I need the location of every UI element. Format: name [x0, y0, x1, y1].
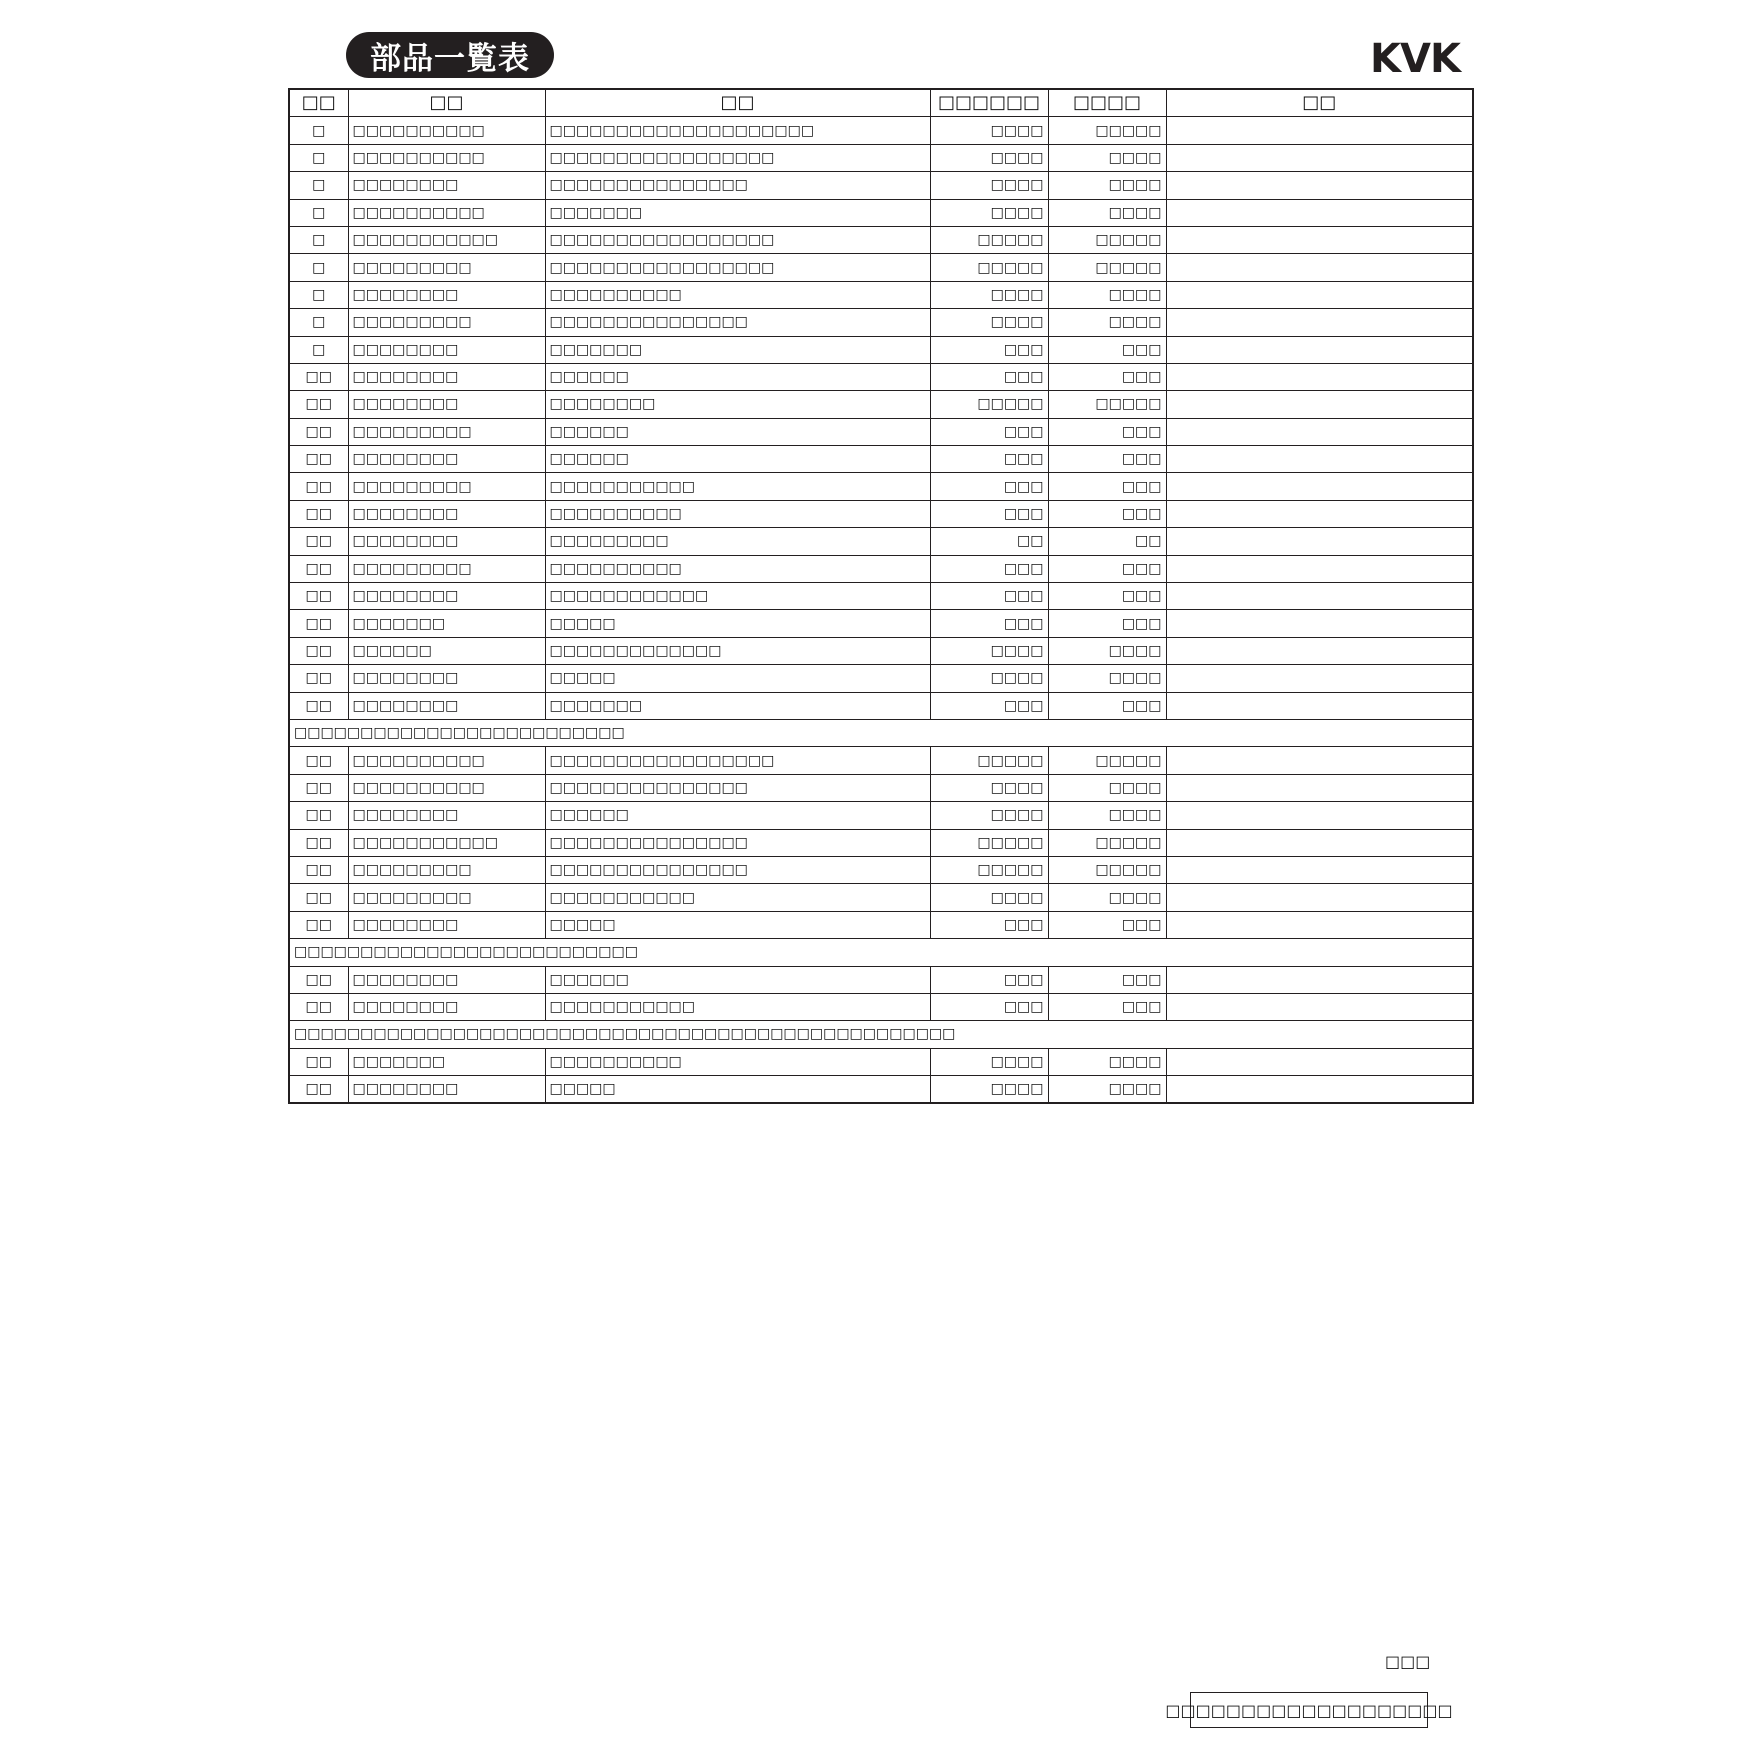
list-price-cell: □□□ — [1048, 555, 1166, 582]
list-price-cell: □□ — [1048, 528, 1166, 555]
table-row — [289, 829, 1473, 856]
list-price-cell: □□□□ — [1048, 884, 1166, 911]
unit-price-cell: □□□□ — [930, 1048, 1048, 1075]
part-code-cell: □□□□□□□□ — [348, 446, 545, 473]
item-number-cell: □□ — [289, 637, 348, 664]
item-number-cell: □□ — [289, 966, 348, 993]
list-price-cell: □□□ — [1048, 473, 1166, 500]
table-row — [289, 528, 1473, 555]
table-row — [289, 747, 1473, 774]
table-row — [289, 172, 1473, 199]
unit-price-cell: □□□□□ — [930, 391, 1048, 418]
table-body — [289, 117, 1473, 1104]
unit-price-cell: □□□ — [930, 911, 1048, 938]
part-code-cell: □□□□□□□ — [348, 610, 545, 637]
list-price-cell: □□□ — [1048, 966, 1166, 993]
brand-logo: KVK — [1370, 36, 1460, 82]
item-number-cell: □□ — [289, 363, 348, 390]
part-code-cell: □□□□□□□□□ — [348, 884, 545, 911]
part-code-cell: □□□□□□□□ — [348, 363, 545, 390]
item-number-cell: □□ — [289, 391, 348, 418]
part-name-cell: □□□□□□□□□□□□□□□ — [545, 172, 930, 199]
list-price-cell: □□□□□ — [1048, 226, 1166, 253]
list-price-cell: □□□ — [1048, 363, 1166, 390]
item-number-cell: □□ — [289, 665, 348, 692]
part-code-cell: □□□□□□□□ — [348, 966, 545, 993]
table-row — [289, 774, 1473, 801]
item-number-cell: □□ — [289, 473, 348, 500]
part-name-cell: □□□□□□□□□□□□□ — [545, 637, 930, 664]
list-price-cell: □□□□□ — [1048, 747, 1166, 774]
table-row — [289, 473, 1473, 500]
table-row — [289, 144, 1473, 171]
list-price-cell: □□□ — [1048, 446, 1166, 473]
part-name-cell: □□□□□□□□□ — [545, 528, 930, 555]
list-price-cell: □□□□ — [1048, 309, 1166, 336]
part-code-cell: □□□□□□□□ — [348, 993, 545, 1020]
table-row — [289, 226, 1473, 253]
group-label: □□□□□□□□□□□□□□□□□□□□□□□□□ — [289, 719, 1473, 746]
unit-price-cell: □□□□□ — [930, 254, 1048, 281]
unit-price-cell: □□□□ — [930, 884, 1048, 911]
table-row — [289, 583, 1473, 610]
remarks-cell — [1166, 336, 1473, 363]
list-price-cell: □□□ — [1048, 583, 1166, 610]
part-name-cell: □□□□□ — [545, 1076, 930, 1104]
column-header: □□ — [289, 89, 348, 117]
part-code-cell: □□□□□□□□□ — [348, 254, 545, 281]
part-name-cell: □□□□□□ — [545, 966, 930, 993]
remarks-cell — [1166, 226, 1473, 253]
table-row — [289, 555, 1473, 582]
part-code-cell: □□□□□□□□ — [348, 172, 545, 199]
table-header-row — [289, 89, 1473, 117]
part-code-cell: □□□□□□□□ — [348, 391, 545, 418]
item-number-cell: □□ — [289, 446, 348, 473]
part-code-cell: □□□□□□□□□□ — [348, 144, 545, 171]
item-number-cell: □□ — [289, 911, 348, 938]
part-name-cell: □□□□□□□□□□□□□□□□□□□□ — [545, 117, 930, 144]
remarks-cell — [1166, 391, 1473, 418]
table-row — [289, 692, 1473, 719]
unit-price-cell: □□□□□ — [930, 747, 1048, 774]
part-name-cell: □□□□□□□□□□□ — [545, 993, 930, 1020]
item-number-cell: □ — [289, 199, 348, 226]
remarks-cell — [1166, 966, 1473, 993]
remarks-cell — [1166, 884, 1473, 911]
part-name-cell: □□□□□□□□□□□□□□□□□ — [545, 254, 930, 281]
part-code-cell: □□□□□□□□ — [348, 528, 545, 555]
unit-price-cell: □□□ — [930, 336, 1048, 363]
unit-price-cell: □□□□ — [930, 199, 1048, 226]
list-price-cell: □□□□ — [1048, 172, 1166, 199]
item-number-cell: □□ — [289, 555, 348, 582]
part-name-cell: □□□□□□□□□□□□□□□□□ — [545, 226, 930, 253]
column-header: □□ — [545, 89, 930, 117]
part-name-cell: □□□□□□□□□□ — [545, 1048, 930, 1075]
remarks-cell — [1166, 418, 1473, 445]
group-label: □□□□□□□□□□□□□□□□□□□□□□□□□□□□□□□□□□□□□□□□□□□□□□□□□□ — [289, 1021, 1473, 1048]
unit-price-cell: □□□ — [930, 555, 1048, 582]
table-row — [289, 446, 1473, 473]
part-name-cell: □□□□□□□□□□ — [545, 500, 930, 527]
unit-price-cell: □□□ — [930, 418, 1048, 445]
item-number-cell: □ — [289, 281, 348, 308]
document-code: □□□□□□□□□□□□□□□□□□□ — [1190, 1692, 1428, 1728]
unit-price-cell: □□□ — [930, 966, 1048, 993]
table-row — [289, 336, 1473, 363]
page-title: 部品一覧表 — [346, 32, 554, 78]
unit-price-cell: □□□ — [930, 473, 1048, 500]
item-number-cell: □□ — [289, 993, 348, 1020]
remarks-cell — [1166, 692, 1473, 719]
item-number-cell: □ — [289, 254, 348, 281]
unit-price-cell: □□□□□ — [930, 856, 1048, 883]
page-number: □□□ — [1385, 1652, 1431, 1671]
remarks-cell — [1166, 117, 1473, 144]
item-number-cell: □□ — [289, 528, 348, 555]
unit-price-cell: □□□□ — [930, 774, 1048, 801]
part-name-cell: □□□□□□□□□□□ — [545, 884, 930, 911]
unit-price-cell: □□□□ — [930, 281, 1048, 308]
part-code-cell: □□□□□□ — [348, 637, 545, 664]
part-code-cell: □□□□□□□□□□ — [348, 774, 545, 801]
part-name-cell: □□□□□□□□□□□□□□□ — [545, 774, 930, 801]
item-number-cell: □□ — [289, 774, 348, 801]
item-number-cell: □□ — [289, 856, 348, 883]
part-code-cell: □□□□□□□□ — [348, 802, 545, 829]
list-price-cell: □□□ — [1048, 692, 1166, 719]
part-code-cell: □□□□□□□□ — [348, 911, 545, 938]
part-code-cell: □□□□□□□□ — [348, 583, 545, 610]
remarks-cell — [1166, 829, 1473, 856]
item-number-cell: □ — [289, 226, 348, 253]
parts-table — [288, 88, 1474, 1104]
list-price-cell: □□□ — [1048, 500, 1166, 527]
part-code-cell: □□□□□□□□ — [348, 500, 545, 527]
item-number-cell: □□ — [289, 692, 348, 719]
part-name-cell: □□□□□□ — [545, 802, 930, 829]
list-price-cell: □□□ — [1048, 911, 1166, 938]
part-name-cell: □□□□□□□ — [545, 692, 930, 719]
part-code-cell: □□□□□□□□ — [348, 1076, 545, 1104]
item-number-cell: □□ — [289, 500, 348, 527]
remarks-cell — [1166, 172, 1473, 199]
table-row — [289, 993, 1473, 1020]
list-price-cell: □□□ — [1048, 610, 1166, 637]
part-code-cell: □□□□□□□□□ — [348, 856, 545, 883]
list-price-cell: □□□□ — [1048, 144, 1166, 171]
list-price-cell: □□□□□ — [1048, 829, 1166, 856]
part-code-cell: □□□□□□□□□□ — [348, 199, 545, 226]
unit-price-cell: □□□ — [930, 583, 1048, 610]
list-price-cell: □□□□ — [1048, 1076, 1166, 1104]
list-price-cell: □□□□□ — [1048, 391, 1166, 418]
column-header: □□□□□□ — [930, 89, 1048, 117]
table-row — [289, 884, 1473, 911]
group-label: □□□□□□□□□□□□□□□□□□□□□□□□□□ — [289, 939, 1473, 966]
unit-price-cell: □□□□ — [930, 117, 1048, 144]
item-number-cell: □□ — [289, 583, 348, 610]
list-price-cell: □□□□ — [1048, 199, 1166, 226]
list-price-cell: □□□□ — [1048, 637, 1166, 664]
column-header: □□ — [348, 89, 545, 117]
unit-price-cell: □□□□ — [930, 637, 1048, 664]
table-row — [289, 500, 1473, 527]
part-name-cell: □□□□□□□□□□□□□□□ — [545, 309, 930, 336]
remarks-cell — [1166, 993, 1473, 1020]
part-code-cell: □□□□□□□□□□ — [348, 117, 545, 144]
part-code-cell: □□□□□□□□□ — [348, 555, 545, 582]
part-name-cell: □□□□□□□□□□□□□□□ — [545, 856, 930, 883]
unit-price-cell: □□□□ — [930, 172, 1048, 199]
part-code-cell: □□□□□□□□ — [348, 665, 545, 692]
unit-price-cell: □□□□ — [930, 665, 1048, 692]
part-name-cell: □□□□□ — [545, 665, 930, 692]
remarks-cell — [1166, 254, 1473, 281]
remarks-cell — [1166, 610, 1473, 637]
list-price-cell: □□□□□ — [1048, 856, 1166, 883]
list-price-cell: □□□ — [1048, 336, 1166, 363]
table-row — [289, 254, 1473, 281]
column-header: □□□□ — [1048, 89, 1166, 117]
part-name-cell: □□□□□□□□□□□□ — [545, 583, 930, 610]
remarks-cell — [1166, 665, 1473, 692]
list-price-cell: □□□□ — [1048, 665, 1166, 692]
unit-price-cell: □□□ — [930, 993, 1048, 1020]
part-name-cell: □□□□□□□□ — [545, 391, 930, 418]
remarks-cell — [1166, 446, 1473, 473]
part-name-cell: □□□□□□ — [545, 446, 930, 473]
list-price-cell: □□□□ — [1048, 774, 1166, 801]
unit-price-cell: □□□ — [930, 500, 1048, 527]
remarks-cell — [1166, 144, 1473, 171]
list-price-cell: □□□□□ — [1048, 254, 1166, 281]
remarks-cell — [1166, 637, 1473, 664]
list-price-cell: □□□□ — [1048, 281, 1166, 308]
part-name-cell: □□□□□□□□□□□□□□□ — [545, 829, 930, 856]
list-price-cell: □□□□ — [1048, 1048, 1166, 1075]
column-header: □□ — [1166, 89, 1473, 117]
table-row — [289, 281, 1473, 308]
part-name-cell: □□□□□□□□□□ — [545, 555, 930, 582]
table-row — [289, 363, 1473, 390]
part-code-cell: □□□□□□□□□ — [348, 418, 545, 445]
item-number-cell: □□ — [289, 829, 348, 856]
table-row — [289, 802, 1473, 829]
part-code-cell: □□□□□□□□ — [348, 336, 545, 363]
table-row — [289, 309, 1473, 336]
item-number-cell: □□ — [289, 610, 348, 637]
item-number-cell: □□ — [289, 884, 348, 911]
part-name-cell: □□□□□ — [545, 610, 930, 637]
part-code-cell: □□□□□□□□ — [348, 692, 545, 719]
item-number-cell: □ — [289, 172, 348, 199]
remarks-cell — [1166, 363, 1473, 390]
remarks-cell — [1166, 583, 1473, 610]
remarks-cell — [1166, 199, 1473, 226]
unit-price-cell: □□□ — [930, 692, 1048, 719]
part-code-cell: □□□□□□□□□□□ — [348, 226, 545, 253]
part-name-cell: □□□□□ — [545, 911, 930, 938]
table-row — [289, 199, 1473, 226]
part-code-cell: □□□□□□□□□ — [348, 473, 545, 500]
part-name-cell: □□□□□□□□□□□□□□□□□ — [545, 144, 930, 171]
unit-price-cell: □□□□ — [930, 1076, 1048, 1104]
unit-price-cell: □□□ — [930, 446, 1048, 473]
table-row — [289, 1076, 1473, 1104]
list-price-cell: □□□ — [1048, 418, 1166, 445]
table-row — [289, 391, 1473, 418]
part-code-cell: □□□□□□□□□ — [348, 309, 545, 336]
remarks-cell — [1166, 555, 1473, 582]
remarks-cell — [1166, 802, 1473, 829]
table-row — [289, 637, 1473, 664]
remarks-cell — [1166, 281, 1473, 308]
item-number-cell: □□ — [289, 418, 348, 445]
item-number-cell: □□ — [289, 1048, 348, 1075]
unit-price-cell: □□□□□ — [930, 829, 1048, 856]
part-name-cell: □□□□□□□ — [545, 199, 930, 226]
item-number-cell: □ — [289, 309, 348, 336]
part-name-cell: □□□□□□□□□□□□□□□□□ — [545, 747, 930, 774]
item-number-cell: □ — [289, 336, 348, 363]
part-name-cell: □□□□□□□ — [545, 336, 930, 363]
remarks-cell — [1166, 1076, 1473, 1104]
remarks-cell — [1166, 473, 1473, 500]
part-code-cell: □□□□□□□□□□□ — [348, 829, 545, 856]
item-number-cell: □□ — [289, 1076, 348, 1104]
unit-price-cell: □□□□ — [930, 802, 1048, 829]
unit-price-cell: □□□□□ — [930, 226, 1048, 253]
item-number-cell: □ — [289, 117, 348, 144]
table-row — [289, 1048, 1473, 1075]
table-row — [289, 911, 1473, 938]
item-number-cell: □□ — [289, 747, 348, 774]
group-row — [289, 939, 1473, 966]
table-row — [289, 665, 1473, 692]
part-name-cell: □□□□□□ — [545, 363, 930, 390]
remarks-cell — [1166, 856, 1473, 883]
remarks-cell — [1166, 1048, 1473, 1075]
unit-price-cell: □□ — [930, 528, 1048, 555]
remarks-cell — [1166, 747, 1473, 774]
unit-price-cell: □□□ — [930, 363, 1048, 390]
remarks-cell — [1166, 500, 1473, 527]
group-row — [289, 1021, 1473, 1048]
unit-price-cell: □□□□ — [930, 144, 1048, 171]
unit-price-cell: □□□ — [930, 610, 1048, 637]
list-price-cell: □□□□□ — [1048, 117, 1166, 144]
part-code-cell: □□□□□□□ — [348, 1048, 545, 1075]
group-row — [289, 719, 1473, 746]
table-row — [289, 856, 1473, 883]
remarks-cell — [1166, 774, 1473, 801]
list-price-cell: □□□ — [1048, 993, 1166, 1020]
table-row — [289, 418, 1473, 445]
part-code-cell: □□□□□□□□ — [348, 281, 545, 308]
table-row — [289, 966, 1473, 993]
item-number-cell: □ — [289, 144, 348, 171]
part-code-cell: □□□□□□□□□□ — [348, 747, 545, 774]
item-number-cell: □□ — [289, 802, 348, 829]
part-name-cell: □□□□□□□□□□ — [545, 281, 930, 308]
remarks-cell — [1166, 309, 1473, 336]
remarks-cell — [1166, 911, 1473, 938]
unit-price-cell: □□□□ — [930, 309, 1048, 336]
remarks-cell — [1166, 528, 1473, 555]
part-name-cell: □□□□□□ — [545, 418, 930, 445]
part-name-cell: □□□□□□□□□□□ — [545, 473, 930, 500]
list-price-cell: □□□□ — [1048, 802, 1166, 829]
table-row — [289, 117, 1473, 144]
table-row — [289, 610, 1473, 637]
